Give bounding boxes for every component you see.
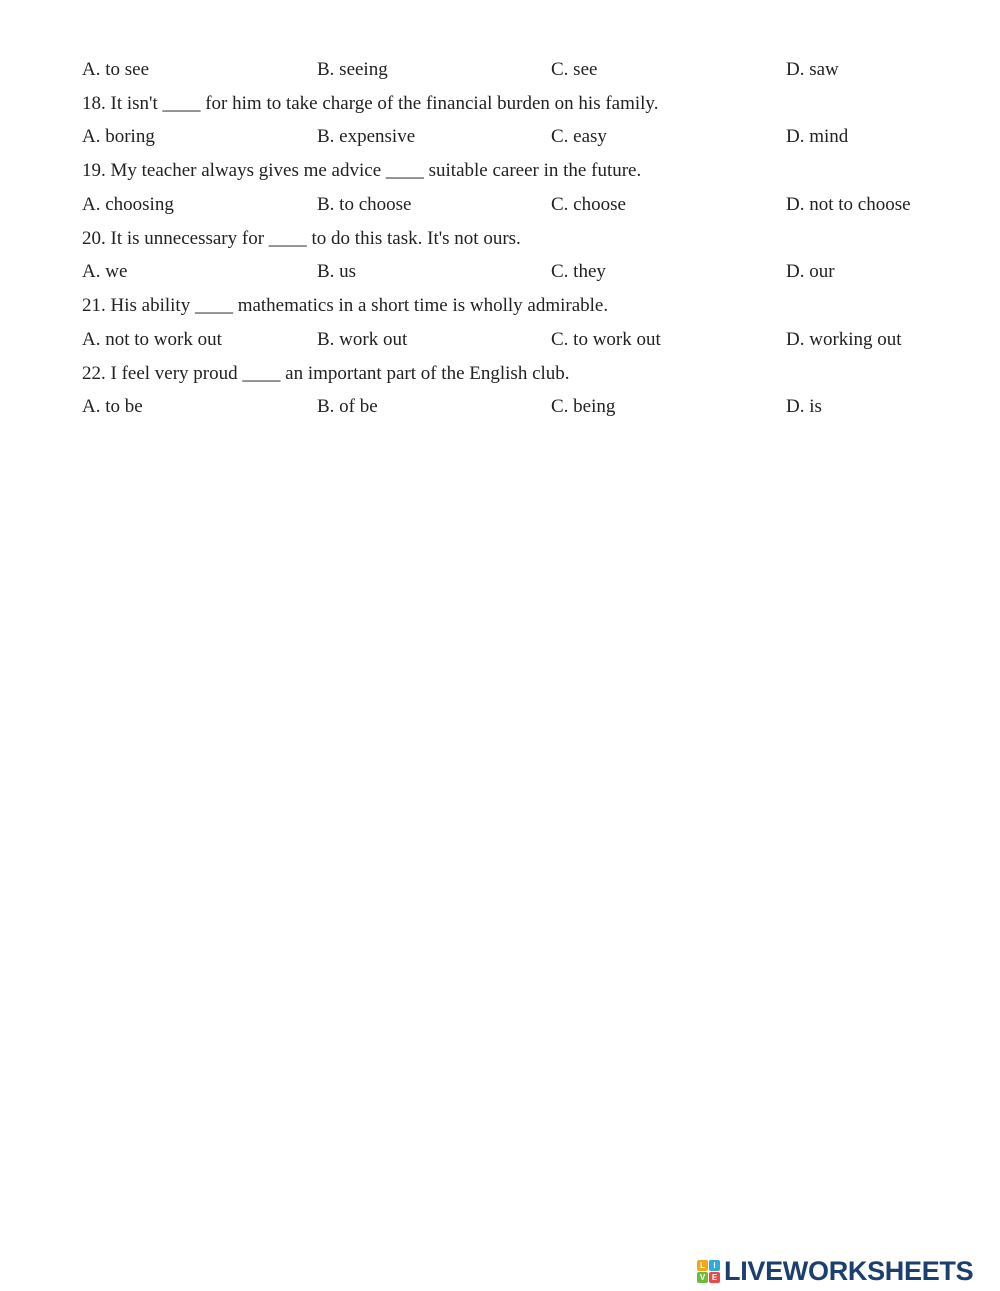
question-22: 22. I feel very proud ____ an important part of the English club.: [82, 363, 570, 384]
answer-options-22: [82, 395, 962, 419]
option-c[interactable]: C. easy: [551, 126, 607, 147]
answer-options-20: [82, 260, 962, 284]
option-b[interactable]: B. expensive: [317, 126, 416, 147]
logo-tile-i: I: [709, 1260, 720, 1271]
question-19: 19. My teacher always gives me advice ____ suitable career in the future.: [82, 160, 642, 181]
liveworksheets-logo: [697, 1257, 973, 1285]
option-d[interactable]: D. saw: [786, 59, 839, 80]
answer-options-19: [82, 193, 962, 217]
answer-options-21: [82, 328, 962, 352]
answer-options-17: [82, 58, 962, 82]
option-b[interactable]: B. seeing: [317, 59, 388, 80]
option-a[interactable]: A. choosing: [82, 194, 174, 215]
option-b[interactable]: B. work out: [317, 329, 408, 350]
option-a[interactable]: A. to be: [82, 396, 143, 417]
logo-tile-v: V: [697, 1272, 708, 1283]
option-a[interactable]: A. boring: [82, 126, 155, 147]
option-a[interactable]: A. to see: [82, 59, 150, 80]
option-d[interactable]: D. not to choose: [786, 194, 911, 215]
option-b[interactable]: B. of be: [317, 396, 378, 417]
option-c[interactable]: C. they: [551, 261, 606, 282]
logo-tile-e: E: [709, 1272, 720, 1283]
option-d[interactable]: D. our: [786, 261, 835, 282]
option-c[interactable]: C. to work out: [551, 329, 661, 350]
question-20: 20. It is unnecessary for ____ to do this task. It's not ours.: [82, 228, 521, 249]
option-d[interactable]: D. is: [786, 396, 822, 417]
option-d[interactable]: D. mind: [786, 126, 849, 147]
option-c[interactable]: C. being: [551, 396, 616, 417]
option-d[interactable]: D. working out: [786, 329, 902, 350]
liveworksheets-logo-icon: [697, 1260, 720, 1283]
option-a[interactable]: A. not to work out: [82, 329, 222, 350]
answer-options-18: [82, 125, 962, 149]
brand-wordmark: LIVEWORKSHEETS: [724, 1256, 974, 1286]
question-21: 21. His ability ____ mathematics in a short time is wholly admirable.: [82, 295, 609, 316]
option-b[interactable]: B. us: [317, 261, 357, 282]
option-c[interactable]: C. choose: [551, 194, 626, 215]
option-a[interactable]: A. we: [82, 261, 128, 282]
option-c[interactable]: C. see: [551, 59, 598, 80]
question-18: 18. It isn't ____ for him to take charge of the financial burden on his family.: [82, 93, 659, 114]
option-b[interactable]: B. to choose: [317, 194, 412, 215]
logo-tile-l: L: [697, 1260, 708, 1271]
